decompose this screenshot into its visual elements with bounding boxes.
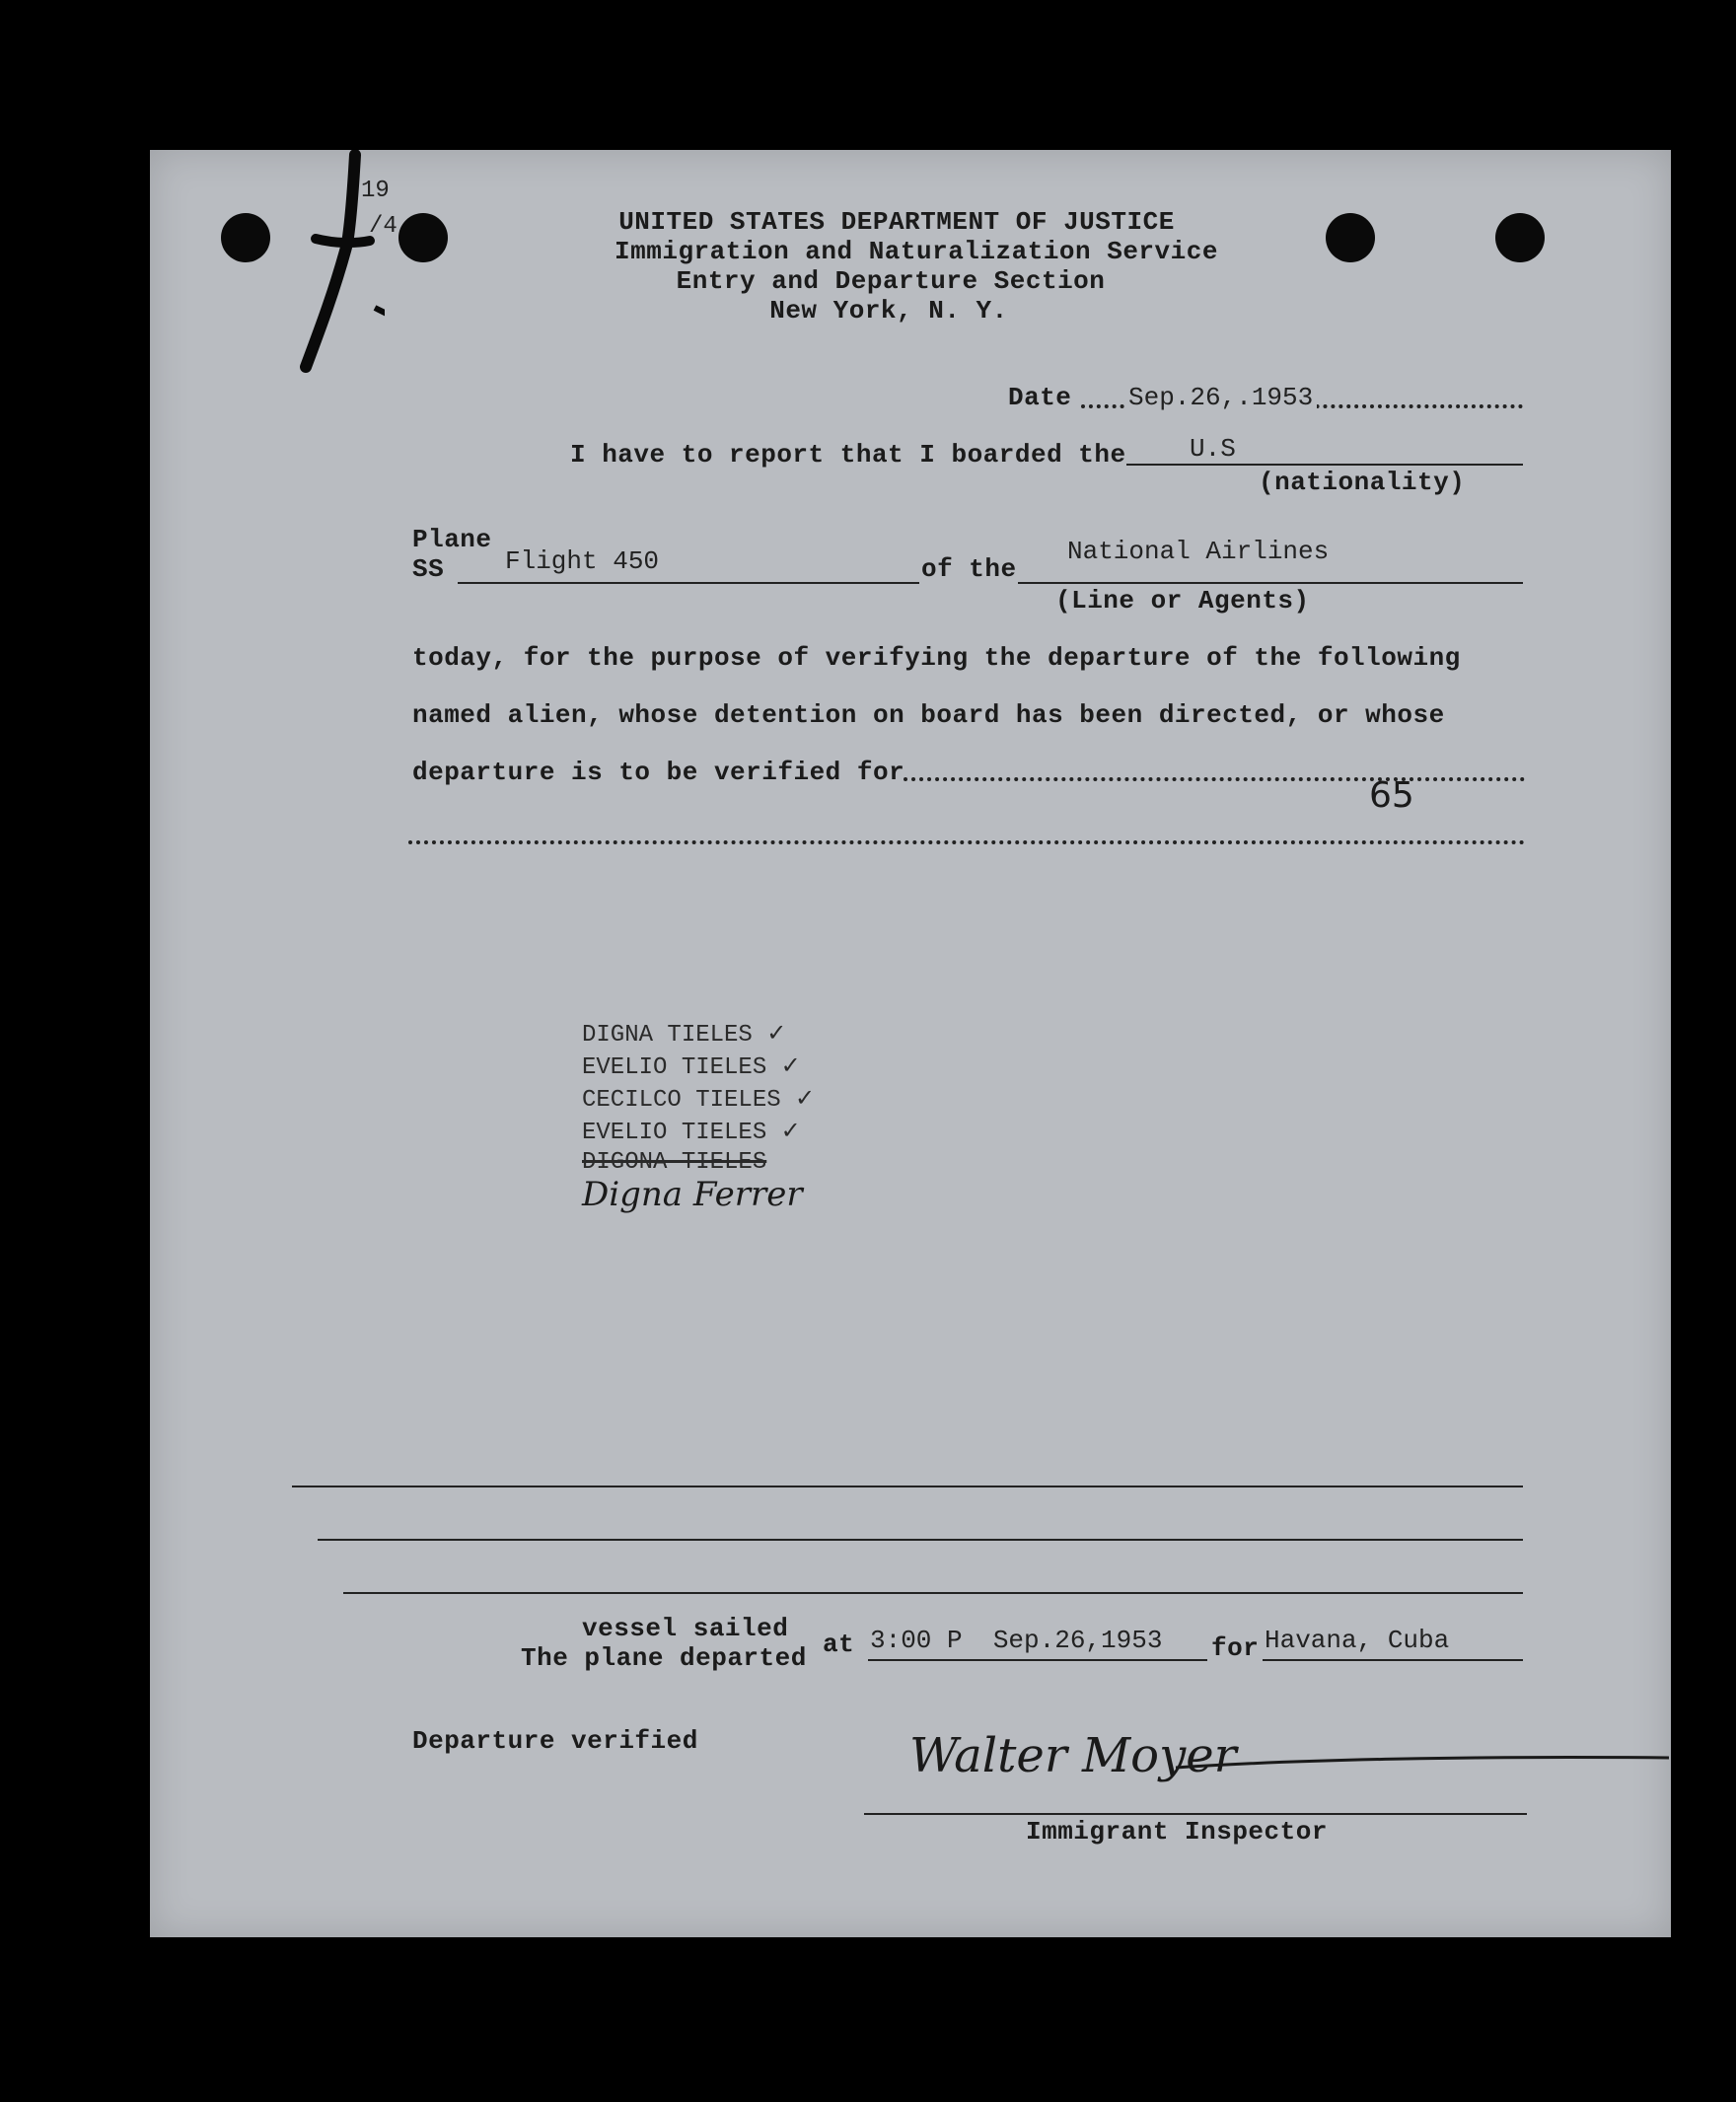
corner-note-top: 19 — [361, 178, 390, 204]
purpose-dotted-line-2 — [408, 840, 1525, 844]
purpose-line-3: departure is to be verified for — [412, 758, 905, 787]
alien-row — [582, 1083, 815, 1116]
vessel-sailed-label: vessel sailed — [582, 1614, 789, 1643]
blank-rule-3 — [343, 1592, 1523, 1594]
report-intro: I have to report that I boarded the — [570, 440, 1126, 470]
purpose-line-2: named alien, whose detention on board has been directed, or whose — [412, 700, 1445, 730]
check-mark-icon: ✓ — [795, 1084, 816, 1112]
alien-name-struck: DIGONA TIELES — [582, 1149, 767, 1176]
alien-name-list — [582, 1018, 816, 1214]
alien-name: CECILCO TIELES — [582, 1087, 781, 1114]
alien-name: EVELIO TIELES — [582, 1120, 767, 1146]
blank-rule-2 — [318, 1539, 1523, 1541]
line-agents-line — [1018, 582, 1523, 584]
purpose-line-1: today, for the purpose of verifying the departure of the following — [412, 643, 1461, 673]
handwritten-number: 65 — [1369, 775, 1414, 816]
alien-row — [582, 1148, 815, 1178]
blank-rule-1 — [292, 1486, 1523, 1487]
departure-time-date: 3:00 P Sep.26,1953 — [870, 1626, 1163, 1655]
at-label: at — [823, 1630, 855, 1659]
line-agents-caption: (Line or Agents) — [1055, 586, 1310, 616]
inspector-signature: Walter Moyer — [909, 1728, 1237, 1783]
plane-label: Plane — [412, 525, 492, 554]
signature-line — [864, 1813, 1527, 1815]
alien-name: EVELIO TIELES — [582, 1054, 767, 1081]
handwritten-name: Digna Ferrer — [582, 1175, 803, 1214]
date-value: Sep.26,.1953 — [1124, 383, 1317, 412]
header-section: Entry and Departure Section — [676, 266, 1106, 296]
alien-row — [582, 1051, 815, 1083]
flight-value: Flight 450 — [505, 546, 660, 576]
ss-label: SS — [412, 554, 445, 584]
header-city: New York, N. Y. — [769, 296, 1008, 326]
of-the-label: of the — [921, 554, 1017, 584]
purpose-dotted-line-1 — [904, 777, 1525, 781]
check-mark-icon: ✓ — [766, 1019, 787, 1047]
check-mark-icon: ✓ — [780, 1117, 801, 1144]
time-date-line — [868, 1659, 1207, 1661]
plane-departed-label: The plane departed — [521, 1643, 807, 1673]
signer-title: Immigrant Inspector — [1026, 1817, 1328, 1847]
corner-note-bottom: /4 — [369, 213, 398, 240]
date-label: Date — [1008, 383, 1072, 412]
alien-row — [582, 1018, 815, 1051]
nationality-caption: (nationality) — [1259, 468, 1466, 497]
destination-line — [1263, 1659, 1523, 1661]
header-service: Immigration and Naturalization Service — [615, 237, 1218, 266]
for-label: for — [1211, 1633, 1260, 1663]
signature-flourish-icon — [1176, 1738, 1669, 1777]
destination-value: Havana, Cuba — [1265, 1626, 1450, 1655]
nationality-value: U.S — [1190, 434, 1236, 464]
document-sheet — [150, 150, 1671, 1937]
flight-line — [458, 582, 919, 584]
header-department: UNITED STATES DEPARTMENT OF JUSTICE — [618, 207, 1175, 237]
nationality-line — [1126, 464, 1523, 466]
alien-name: DIGNA TIELES — [582, 1022, 753, 1049]
alien-row — [582, 1116, 815, 1148]
check-mark-icon: ✓ — [780, 1051, 801, 1079]
departure-verified-label: Departure verified — [412, 1726, 698, 1756]
line-agents-value: National Airlines — [1067, 537, 1330, 566]
